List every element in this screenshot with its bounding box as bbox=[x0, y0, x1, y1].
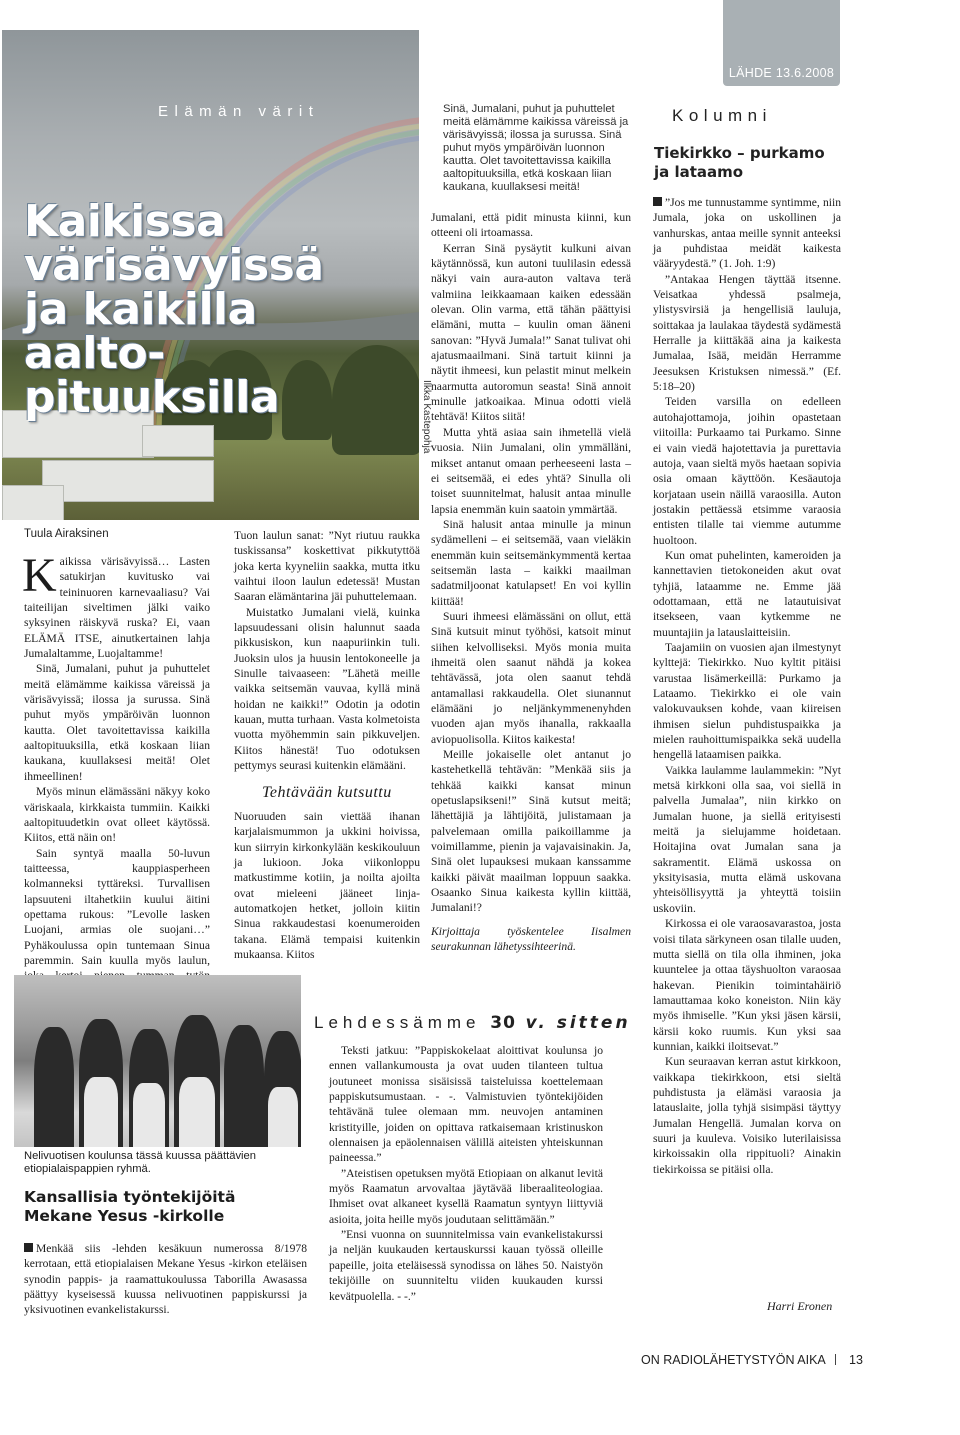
paragraph-text: ”Jos me tunnustamme syntimme, niin Jumala, joka on uskollinen ja vanhurskas, antaa meille synnit anteeksi ja puhdistaa meidät kaikesta vääryydestä.” (1. Joh. 1:9) bbox=[653, 196, 841, 271]
paragraph: Vaikka laulamme laulammekin: ”Nyt metsä kirkkoni olla saa, voi siellä in palvella Jumalaa”, niin kirkko on Jumalan huone, ja siellä erityisesti meitä ja sielujamme hoidetaan. Hoitajina ovat Jumalan sana ja sakramentit. Elämä uskossa on yksityisasia, mutta elämä uskovana yhteisöllisyyttä ja yhteyttä toisiin uskoviin. bbox=[653, 763, 841, 915]
dropcap: K bbox=[22, 549, 57, 602]
column-body bbox=[653, 195, 841, 1177]
label-number: 30 bbox=[490, 1013, 516, 1033]
paragraph: Kirkossa ei ole varaosavarastoa, josta voisi tilata särkyneen osan tilalle uuden, mutta siellä on tila olla ihminen, joka kuuntelee ja ottaa täyshuolton varaosaa hakevan. Pienikin toimintahäiriö lamauttamaa koko koneiston. Niin käy myös ihmiselle. ”Kun yksi jäsen kärsii, kärsii koko ruumis. Kun yksi saa kunnian, kaikki iloitsevat.” bbox=[653, 917, 841, 1053]
group-photo bbox=[14, 975, 301, 1147]
article-column-3 bbox=[431, 210, 631, 955]
paragraph: Sain syntyä maalla 50-luvun taitteessa, kauppiasperheen kolmanneksi tyttäreksi. Turvallisen lapsuuteni iltahetkiin kuului äitini opettama rukous: ”Levolle lasken Luojani, armias ole suojani…” Pyhäkoulussa opin tuntemaan Sinua paremmin. Sain kuulla myös laulun, bbox=[24, 846, 210, 967]
paragraph: Sinä halusit antaa minulle ja minun sydämelleni – ei seitsemää, vaan vieläkin enemmän kuin seitsemänkymmentä kertaa seitsemän lasta – kaikki maailman sadatmiljoonat katulapset! En voi kyllin kiittää! bbox=[431, 517, 631, 608]
paragraph bbox=[653, 195, 841, 272]
paragraph: Jumalani, että pidit minusta kiinni, kun otteeni oli irtoamassa. bbox=[431, 211, 631, 240]
bullet-square-icon bbox=[24, 1243, 33, 1252]
paragraph-text: Menkää siis -lehden kesäkuun numerossa 8/1978 kerrotaan, että etiopialaisen Mekane Yesus -kirkon eteläisen synodin pappis- ja raamattukoulussa Taborilla Awasassa päättyy kyseisessä kuussa nelivuotinen pappiskurssi ja yksivuotinen evankelistakurssi. bbox=[24, 1242, 307, 1317]
thirty-column-2 bbox=[329, 1043, 603, 1304]
article-column-1 bbox=[22, 549, 210, 999]
thirty-column-1 bbox=[24, 1241, 307, 1318]
column-title: Tiekirkko – purkamo ja lataamo bbox=[654, 144, 825, 181]
paragraph: Mutta yhtä asiaa sain ihmetellä vielä vuosia. Niin Jumalani, olin ymmälläni, mikset antanut omaan perheeseeni lasta – ei seitsemää, ei edes yhtä? Sinulla oli toiset suunnitelmat, halusit antaa minulle lapsia enemmän kuin saatoin ymmärtää. bbox=[431, 425, 631, 516]
paragraph: ”Ensi vuonna on suunnitelmissa vain evankelistakurssi ja neljän kuukauden kertauskurssi kauan työssä olleille papeille, joita eteläisessä synodissa on lähes 50. Naistyön tekijöille on suunniteltu viiden kuukauden kurssi kevätpuolella. - -.” bbox=[329, 1228, 603, 1303]
paragraph: Teksti jatkuu: ”Pappiskokelaat aloittivat koulunsa jo ennen vallankumousta ja ovat uuden tilanteen tultua joutuneet monissa sisäisissä taisteluissa koettelemaan pappiskutsumustaan. - -. Valmistuvien työntekijöiden tehtävänä tulee olemaan mm. neuvojen antaminen kristityille, joiden on opittava ratkaisemaan kristinuskon olennaisen ja epäolennaisen välillä aiteisten yhteiskunnan paineessa.” bbox=[329, 1044, 603, 1165]
paragraph: Taajamiin on vuosien ajan ilmestynyt kylttejä: Tiekirkko. Nuo kyltit pitäisi varustaa lisämerkeillä: Purkamo ja Lataamo. Tiekirkko ei ole vain valokuvauksen kohde, vaan kiireisen ihmisen sielun puhdistuspaikka ja mielen rauhoittumispaikka sekä uudella hengellä lataamisen paikka. bbox=[653, 640, 841, 762]
column-author: Harri Eronen bbox=[767, 1299, 833, 1313]
paragraph: ”Antakaa Hengen täyttää itsenne. Veisatkaa yhdessä psalmeja, ylistysvirsiä ja hengellisiä lauluja, soittakaa ja laulakaa täydestä sydämestä Herralle ja kiittäkää aina ja kaikesta Jumalaa, Isää, meidän Herramme Jeesuksen Kristuksen nimessä.” (Ef. 5:18–20) bbox=[653, 272, 841, 394]
page-number: 13 bbox=[849, 1353, 863, 1367]
paragraph bbox=[22, 549, 210, 661]
paragraph: ”Ateistisen opetuksen myötä Etiopiaan on alkanut levitä myös Raamatun arvovaltaa jäytävää liberaaliteologiaa. Ihmiset ovat alkaneet kysellä Raamatun syntyyn liittyviä asioita, joita heille myös joudutaan selittämään.” bbox=[329, 1166, 603, 1226]
paragraph: Muistatko Jumalani vielä, kuinka lapsuudessani olisin halunnut saada pikkusiskon, kun naapuriinkin tuli. Juoksin ulos ja huusin lentokoneelle ja Sinulle taivaaseen: ”Lähetä meille vaikka seitsemän vauvaa, kyllä minä hoidan ne kaikki!” Odotin ja odotin kauan, mutta turhaan. Vasta kolmetoista vuotta myöhemmin sain pikkuveljen. Kiitos hänestä! Tuo odotuksen pettymys seurasi kuitenkin elämääni. bbox=[234, 605, 420, 773]
pull-quote: Sinä, Jumalani, puhut ja puhuttelet meitä elämämme kaikissa väreissä ja värisävyissä; ilossa ja surussa. Sinä puhut myös ympäröivän luonnon kautta. Olet tavoitettavissa kaikilla aaltopituuksilla, etkä koskaan liian kaukana, kuullaksesi meitä! bbox=[443, 103, 629, 193]
paragraph: Nuoruuden sain viettää ihanan karjalaismummon ja ukkini hoivissa, kun siirryin kirkonkylään keskikouluun ja lukioon. Joka viikonloppu matkustimme kotiin, ja noilta ajoilta ovat mieleeni jääneet linja-automatkojen hetket, jolloin kiitin Sinua rakkaudestasi koenumeroiden takana. Elämä tempaisi kuitenkin mukaansa. Kiitos bbox=[234, 809, 420, 961]
photo-credit-text: Ilkka Kastepohja bbox=[421, 380, 432, 454]
label-part: Lehdessämme bbox=[314, 1013, 481, 1032]
label-part: v. sitten bbox=[525, 1013, 631, 1033]
paragraph: Kerran Sinä pysäytit kulkuni aivan käytännössä, kun autoni tuulilasin edessä näkyi vain aura-auton valtava terä valmiina leikkaamaan kaiken edessään olevan. Olin varma, että tähän päättyisi elämäni, mutta – kuulin oman ääneni sanovan: ”Hyvä Jumala!” Sanat tulivat ohi ajatusmaailmani. Sinä tartuit kiinni ja näytit ihmeesi, kun pelastit minut melkein naarmutta autoromun seasta! Sinä annoit minulle jatkoaikaa. Minua odotti vielä tehtävä! Kiitos siitä! bbox=[431, 241, 631, 424]
paragraph: Suuri ihmeesi elämässäni on ollut, että Sinä kutsuit minut työhösi, katsoit minut siihen kelvolliseksi. Myös monia muita ihmeitä olen saanut nähdä ja kokea tehtävässä, jota olen saanut tehdä antamallasi rakkaudella. Olet siunannut elämääni jo neljänkymmenenyhden vuoden ajan myös ihanalla, rakkaalla aviopuolisolla. Kiitos kaikesta! bbox=[431, 609, 631, 746]
author-byline: Tuula Airaksinen bbox=[24, 528, 109, 540]
thirty-years-label bbox=[314, 1013, 644, 1033]
subheading: Tehtävään kutsuttu bbox=[262, 783, 392, 801]
article-column-2 bbox=[234, 528, 420, 962]
date-tab bbox=[723, 0, 840, 86]
paragraph: Teiden varsilla on edelleen autohajottamoja, joihin opastetaan viitoilla: Purkaamo tai Purkamo. Sinne ei vain viedä hajotettavia ja purettavia autoja, vaan sieltä myös haetaan sopivia osia omaan käyttöön. Kesäautoja korjataan usein näillä varaosilla. Auton jostakin pettäessä etsimme varaosia entisten tilalle tai viemme autumme huoltoon. bbox=[653, 395, 841, 547]
photo-caption: Nelivuotisen koulunsa tässä kuussa päättävien etiopialaispappien ryhmä. bbox=[24, 1150, 256, 1175]
paragraph bbox=[24, 1241, 307, 1318]
headline: Kaikissa värisävyissä ja kaikilla aalto-pituuksilla bbox=[24, 196, 324, 423]
thirty-title: Kansallisia työntekijöitä Mekane Yesus -kirkolle bbox=[24, 1188, 236, 1225]
paragraph: Sinä, Jumalani, puhut ja puhuttelet meitä elämämme kaikissa väreissä ja värisävyissä; ilossa ja surussa. Sinä puhut myös ympäröivän luonnon kautta. Olet tavoitettavissa kaikilla aaltopituuksilla, etkä koskaan liian kaukana, kuullaksesi meitä! Olet ihmeellinen! bbox=[24, 662, 210, 783]
paragraph: Tuon laulun sanat: ”Nyt riutuu raukka tuskissansa” koskettivat pikkutyttöä joka kerta kyyneliin saakka, mutta itku vaihtui iloon laulun edetessä! Mustan Saaran elämäntarina jäi puhuttelemaan. bbox=[234, 529, 420, 604]
paragraph: Kun seuraavan kerran astut kirkkoon, vaikkapa tiekirkkoon, etsi sieltä puhdistusta ja elämäsi varaosia ja latauslaite, jolla tyhjä sisimpäsi täyttyy Jumalan Hengellä. Jumalan korva on suuri ja kuuleva. Voisiko luterilaisissa kirkoissakin olla rippituoli? Ainakin tiekirkoissa se pitäisi olla. bbox=[653, 1055, 841, 1176]
paragraph: Kun omat puhelinten, kameroiden ja kannettavien tietokoneiden akut ovat tyhjiä, lataamme ne. Emme jää odottamaan, että ne latautuisivat itsekseen, vaan kytkemme ne muuntajiin ja latauslaitteisiin. bbox=[653, 548, 841, 639]
paragraph: Myös minun elämässäni näkyy koko väriskaala, kirkkaista tummiin. Kaikki aaltopituudetkin ovat olleet käytössä. Kiitos, että näin on! bbox=[24, 785, 210, 845]
publication-name: ON RADIOLÄHETYSTYÖN AIKA bbox=[641, 1353, 826, 1367]
page-footer bbox=[641, 1353, 863, 1367]
author-note: Kirjoittaja työskentelee Iisalmen seurakunnan lähetyssihteerinä. bbox=[431, 924, 631, 954]
issue-date: LÄHDE 13.6.2008 bbox=[728, 66, 835, 80]
column-label: Kolumni bbox=[672, 106, 772, 125]
paragraph-text: aikissa värisävyissä… Lasten satukirjan kuvitusko vai teininuoren karnevaaliasu? Vai taiteilijan siveltimen jälki vaiko syksyinen räiskyvä ruska? Ei, vaan ELÄMÄ ITSE, ainutkertainen lahja Jumalaltamme, Luojaltamme! bbox=[24, 555, 210, 661]
section-label: Elämän värit bbox=[158, 103, 320, 120]
paragraph: Meille jokaiselle olet antanut jo kastehetkellä tehtävän: ”Menkää siis ja tehkää kaikki kansat minun opetuslapsikseni!” Sinä kutsut meitä; lähettäjiä ja lähtijöitä, julistamaan ja palvelemaan omilla paikoillamme ja voimillamme, pienin ja vajavaisinakin. Ja, Sinä olet lupauksesi mukaan kanssamme kaikki päivät maailman loppuun saakka. Osaanko Sinua kaikesta kyllin kiittää, Jumalani!? bbox=[431, 748, 631, 915]
bullet-square-icon bbox=[653, 197, 662, 206]
